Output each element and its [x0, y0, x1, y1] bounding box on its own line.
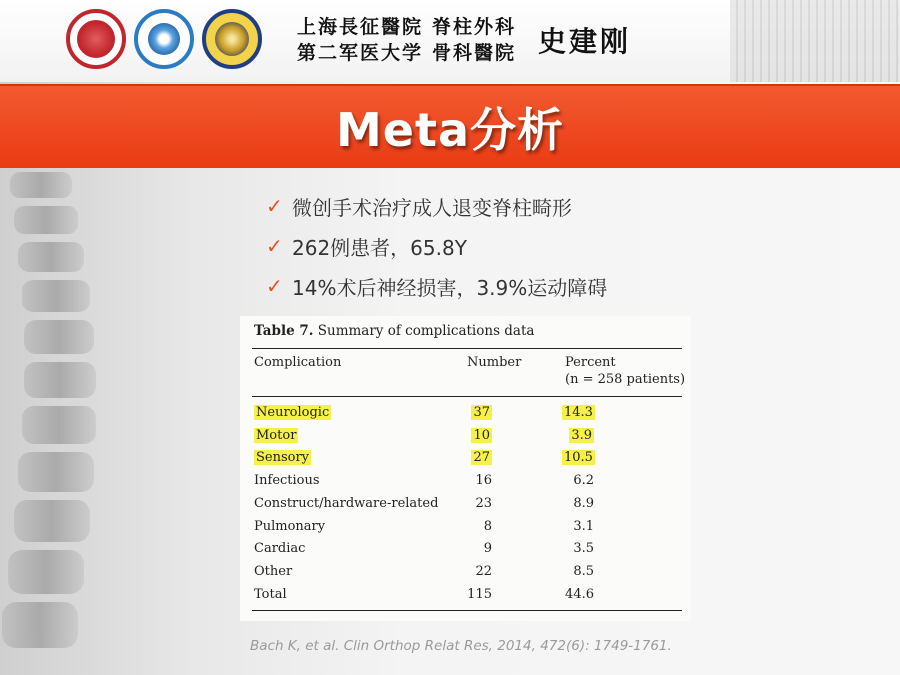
highlight-mark: Sensory — [256, 450, 310, 466]
hospital-name-line2: 第二军医大学 — [297, 42, 424, 64]
cell-complication: Other — [254, 563, 293, 579]
highlight-mark: 3.9 — [571, 427, 592, 443]
table-row — [240, 493, 691, 515]
header-percent — [565, 354, 685, 388]
highlight-mark: 14.3 — [564, 405, 593, 420]
table-row — [240, 470, 691, 492]
cell-percent: 6.2 — [573, 473, 594, 489]
cell-percent: 8.5 — [573, 563, 594, 579]
building-image — [730, 0, 900, 82]
cell-complication: Infectious — [254, 473, 320, 489]
table-caption-text: Summary of complications data — [317, 323, 535, 339]
hospital-logo-icon — [134, 9, 194, 69]
table-bottom-rule — [252, 610, 682, 611]
table-label: Table 7. — [254, 323, 314, 339]
cell-complication: Construct/hardware-related — [254, 495, 439, 511]
cell-number: 115 — [467, 586, 492, 602]
cell-number: 16 — [475, 473, 492, 489]
title-bar — [0, 84, 900, 168]
table-row — [240, 402, 691, 424]
cell-complication: Total — [254, 586, 287, 602]
department-name-line2: 骨科醫院 — [432, 42, 517, 64]
slide-title: Meta分析 — [335, 103, 564, 157]
cell-percent: 8.9 — [573, 495, 594, 511]
table-row — [240, 538, 691, 560]
cell-percent — [562, 428, 594, 443]
cell-number — [462, 428, 492, 443]
cell-number: 22 — [475, 563, 492, 579]
check-icon: ✓ — [266, 194, 283, 218]
highlight-mark: Neurologic — [256, 405, 330, 420]
highlight-mark: 27 — [473, 450, 490, 466]
cell-complication — [254, 428, 298, 443]
department-name — [432, 14, 516, 66]
author-name: 史建刚 — [538, 25, 632, 58]
cell-number — [462, 405, 492, 420]
bullet-item — [266, 186, 607, 226]
table-row — [240, 425, 691, 447]
table-caption — [254, 323, 534, 339]
cell-percent: 3.1 — [573, 518, 594, 534]
hospital-name-line1: 上海長征醫院 — [297, 16, 424, 38]
header-percent-label: Percent — [565, 355, 616, 370]
cell-number: 8 — [483, 518, 492, 534]
bullet-item — [266, 266, 607, 306]
highlight-mark: 10 — [473, 427, 490, 443]
cell-number: 9 — [483, 541, 492, 557]
table-header-rule — [252, 396, 682, 397]
spine-decoration-image — [0, 166, 110, 675]
table-row — [240, 561, 691, 583]
highlight-mark: 37 — [473, 405, 490, 420]
header-number: Number — [467, 355, 522, 370]
bullet-text: 微创手术治疗成人退变脊柱畸形 — [292, 195, 572, 220]
header-banner — [0, 0, 900, 82]
bullet-list — [266, 186, 607, 306]
table-row — [240, 447, 691, 469]
cell-complication — [254, 405, 331, 420]
check-icon: ✓ — [266, 274, 283, 298]
cell-complication — [254, 450, 311, 465]
department-name-line1: 脊柱外科 — [432, 16, 517, 38]
cell-number — [462, 450, 492, 465]
highlight-mark: Motor — [256, 427, 297, 443]
bullet-item — [266, 226, 607, 266]
table-row — [240, 584, 691, 606]
cell-percent — [562, 405, 594, 420]
citation: Bach K, et al. Clin Orthop Relat Res, 2014, 472(6): 1749-1761. — [250, 638, 672, 654]
complications-table — [240, 316, 691, 621]
check-icon: ✓ — [266, 234, 283, 258]
table-row — [240, 516, 691, 538]
cell-percent: 44.6 — [565, 586, 594, 602]
cell-number: 23 — [475, 495, 492, 511]
header-percent-sub: (n = 258 patients) — [565, 372, 686, 387]
department-logo-icon — [202, 9, 262, 69]
cell-complication: Pulmonary — [254, 518, 326, 534]
cell-complication: Cardiac — [254, 541, 306, 557]
highlight-mark: 10.5 — [564, 450, 593, 466]
cell-percent — [562, 450, 594, 465]
bullet-text: 262例患者，65.8Y — [292, 235, 467, 260]
bullet-text: 14%术后神经损害，3.9%运动障碍 — [292, 275, 608, 300]
header-complication: Complication — [254, 355, 342, 370]
university-logo-icon — [66, 9, 126, 69]
table-top-rule — [252, 348, 682, 349]
hospital-name — [297, 14, 423, 66]
cell-percent: 3.5 — [573, 541, 594, 557]
